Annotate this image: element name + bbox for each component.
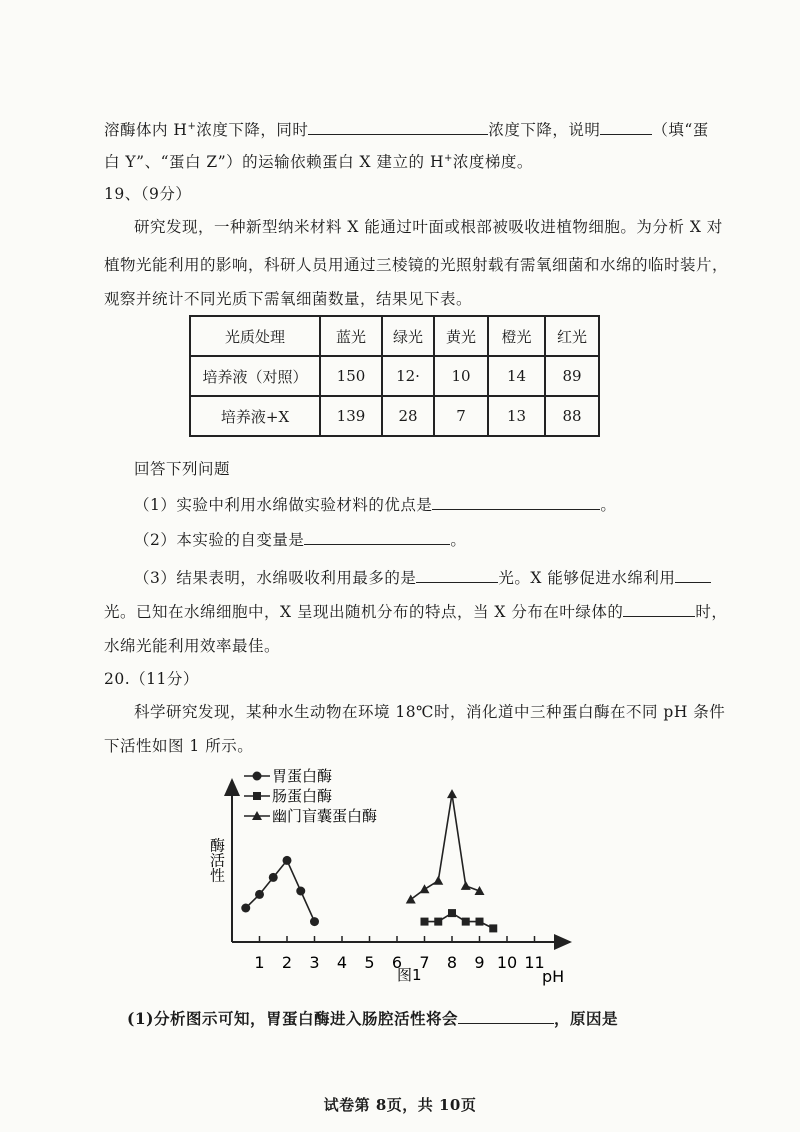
- table-cell: 150: [320, 356, 382, 396]
- x-tick-label: 5: [364, 953, 375, 972]
- data-point: [421, 918, 429, 926]
- q19-paragraph-1: 研究发现，一种新型纳米材料 X 能通过叶面或根部被吸收进植物细胞。为分析 X 对: [134, 218, 723, 236]
- text-line-1: 溶酶体内 H+浓度下降，同时 浓度下降，说明 （填“蛋: [104, 120, 709, 139]
- legend-label: 肠蛋白酶: [272, 787, 333, 805]
- data-point: [434, 918, 442, 926]
- x-tick-label: 9: [474, 953, 485, 972]
- question-19-number: 19、（9分）: [104, 185, 192, 203]
- data-point: [420, 884, 430, 893]
- x-tick-label: 4: [336, 953, 348, 972]
- x-tick-label: 11: [524, 953, 545, 972]
- table-cell: 培养液（对照）: [190, 356, 320, 396]
- y-axis-label: 酶活性: [208, 837, 226, 883]
- x-tick-label: 8: [446, 953, 458, 972]
- table-header-cell: 橙光: [488, 316, 545, 356]
- data-point: [253, 772, 262, 781]
- x-tick-label: 3: [309, 953, 320, 972]
- table-cell: 14: [488, 356, 545, 396]
- table-cell: 88: [545, 396, 599, 436]
- table-cell: 12·: [382, 356, 434, 396]
- chart-caption: 图1: [397, 966, 422, 984]
- data-point: [310, 917, 319, 926]
- table-cell: 7: [434, 396, 488, 436]
- x-tick-label: 7: [419, 953, 430, 972]
- page-footer: 试卷第 8页，共 10页: [323, 1096, 477, 1114]
- sub-question-3: （3）结果表明，水绵吸收利用最多的是 光。X 能够促进水绵利用: [134, 566, 711, 588]
- x-tick-label: 2: [281, 953, 293, 972]
- data-point: [241, 904, 250, 913]
- data-point: [255, 890, 264, 899]
- data-point: [296, 887, 305, 896]
- x-axis-label: pH: [542, 967, 565, 986]
- x-tick-label: 10: [496, 953, 518, 972]
- data-point: [433, 876, 443, 885]
- question-20-number: 20.（11分）: [104, 670, 199, 688]
- data-point: [447, 789, 457, 798]
- sub-question-3-end: 水绵光能利用效率最佳。: [104, 637, 281, 655]
- data-point: [461, 881, 471, 890]
- table-header-cell: 蓝光: [320, 316, 382, 356]
- legend-label: 幽门盲囊蛋白酶: [272, 807, 378, 825]
- x-tick-label: 6: [391, 953, 403, 972]
- answer-blank[interactable]: [458, 1009, 554, 1024]
- data-point: [283, 856, 292, 865]
- sub-question-3-cont: 光。已知在水绵细胞中，X 呈现出随机分布的特点，当 X 分布在叶绿体的 时，: [104, 603, 728, 621]
- data-point: [406, 895, 416, 904]
- table-header-cell: 黄光: [434, 316, 488, 356]
- legend-label: 胃蛋白酶: [272, 767, 333, 785]
- table-cell: 培养液+X: [190, 396, 320, 436]
- table-header-cell: 红光: [545, 316, 599, 356]
- sub-question-2: （2）本实验的自变量是 。: [134, 531, 467, 549]
- table-cell: 139: [320, 396, 382, 436]
- sub-question-1: （1）实验中利用水绵做实验材料的优点是 。: [134, 496, 617, 514]
- q20-sub-question-1: (1)分析图示可知，胃蛋白酶进入肠腔活性将会 ，原因是: [127, 1009, 618, 1028]
- table-cell: 28: [382, 396, 434, 436]
- q20-paragraph-1: 科学研究发现，某种水生动物在环境 18℃时，消化道中三种蛋白酶在不同 pH 条件: [134, 703, 726, 721]
- table-header-cell: 绿光: [382, 316, 434, 356]
- data-point: [476, 918, 484, 926]
- text-line-2: 白 Y”、“蛋白 Z”）的运输依赖蛋白 X 建立的 H+浓度梯度。: [104, 152, 533, 171]
- table-header-cell: 光质处理: [190, 316, 320, 356]
- q19-paragraph-3: 观察并统计不同光质下需氧细菌数量，结果见下表。: [104, 290, 473, 308]
- q20-paragraph-2: 下活性如图 1 所示。: [104, 737, 254, 755]
- table-cell: 10: [434, 356, 488, 396]
- answer-prompt: 回答下列问题: [134, 460, 231, 478]
- table-cell: 89: [545, 356, 599, 396]
- data-point: [489, 924, 497, 932]
- data-point: [269, 873, 278, 882]
- x-tick-label: 1: [254, 953, 265, 972]
- table-cell: 13: [488, 396, 545, 436]
- series-line: [411, 794, 480, 899]
- q19-paragraph-2: 植物光能利用的影响，科研人员用通过三棱镜的光照射载有需氧细菌和水绵的临时装片，: [104, 256, 729, 274]
- data-point: [253, 792, 261, 800]
- data-point: [462, 918, 470, 926]
- data-point: [448, 909, 456, 917]
